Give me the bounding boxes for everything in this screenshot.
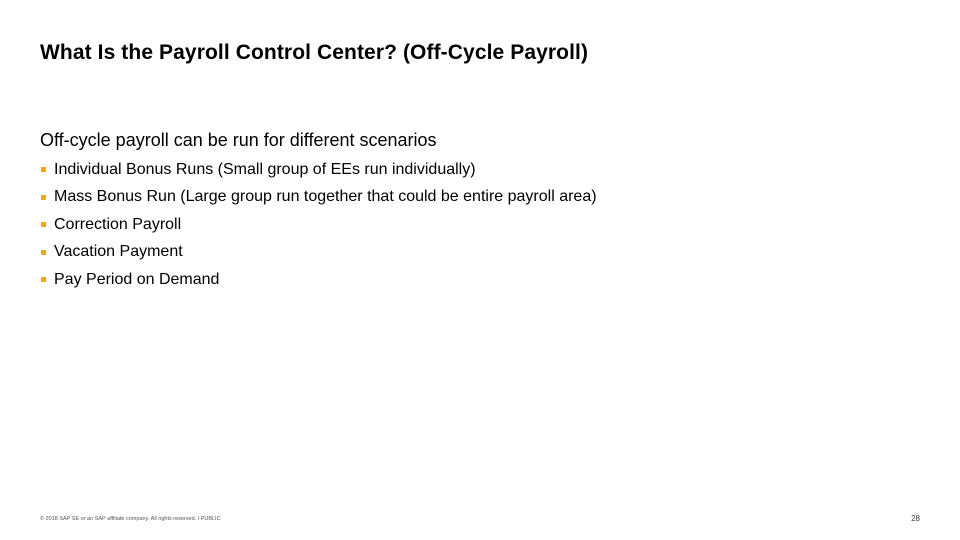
square-bullet-icon — [41, 167, 46, 172]
bullet-item — [40, 266, 920, 294]
bullet-text: Vacation Payment — [54, 243, 183, 261]
square-bullet-icon — [41, 222, 46, 227]
slide-content — [40, 129, 920, 294]
bullet-text: Mass Bonus Run (Large group run together that could be entire payroll area) — [54, 188, 597, 206]
bullet-text: Correction Payroll — [54, 215, 182, 233]
slide-title: What Is the Payroll Control Center? (Off-Cycle Payroll) — [40, 41, 589, 64]
bullet-item — [40, 239, 920, 267]
page-number: 28 — [911, 514, 920, 523]
intro-text: Off-cycle payroll can be run for different scenarios — [40, 130, 437, 150]
footer-copyright: © 2018 SAP SE or an SAP affiliate company. All rights reserved. ǀ PUBLIC — [40, 516, 221, 522]
bullet-item — [40, 211, 920, 239]
square-bullet-icon — [41, 250, 46, 255]
bullet-list — [40, 156, 920, 294]
bullet-item — [40, 184, 920, 212]
bullet-item — [40, 156, 920, 184]
square-bullet-icon — [41, 195, 46, 200]
square-bullet-icon — [41, 277, 46, 282]
bullet-text: Pay Period on Demand — [54, 270, 220, 288]
bullet-text: Individual Bonus Runs (Small group of EEs run individually) — [54, 160, 476, 178]
